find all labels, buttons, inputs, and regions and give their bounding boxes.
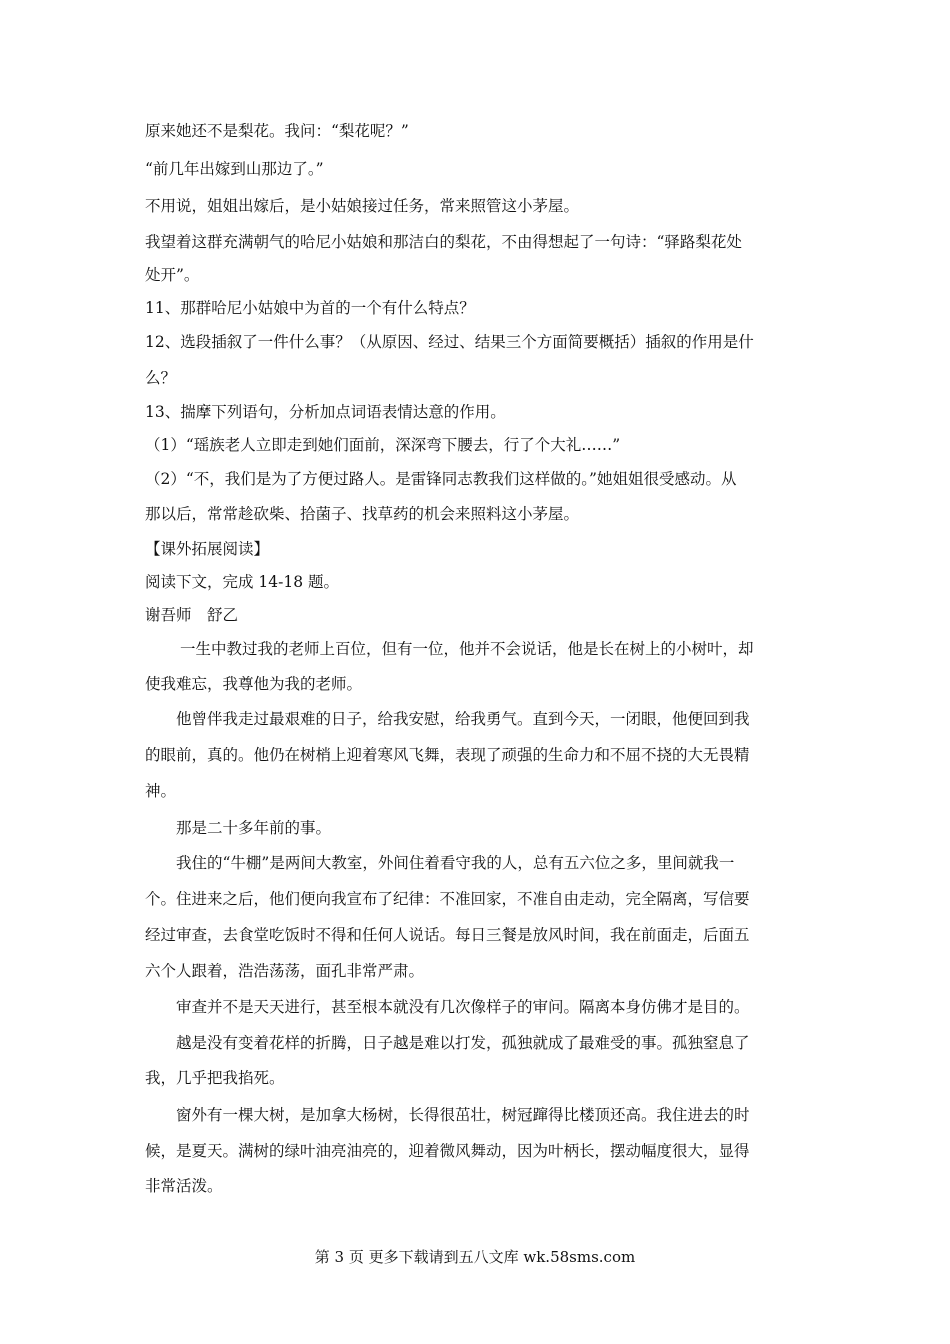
text-line: 原来她还不是梨花。我问：“梨花呢？” <box>145 122 409 140</box>
article-title: 谢吾师 舒乙 <box>145 606 239 624</box>
text-line: “前几年出嫁到山那边了。” <box>145 160 324 178</box>
question-11: 11、那群哈尼小姑娘中为首的一个有什么特点？ <box>145 299 475 317</box>
text-line: 么？ <box>145 369 177 387</box>
text-line: 个。住进来之后，他们便向我宣布了纪律：不准回家，不准自由走动，完全隔离，写信要 <box>145 890 750 908</box>
text-line: 窗外有一棵大树，是加拿大杨树，长得很茁壮，树冠蹿得比楼顶还高。我住进去的时 <box>176 1106 750 1124</box>
text-line: 我望着这群充满朝气的哈尼小姑娘和那洁白的梨花，不由得想起了一句诗：“驿路梨花处 <box>145 233 742 251</box>
text-line: （1）“瑶族老人立即走到她们面前，深深弯下腰去，行了个大礼……” <box>145 436 621 454</box>
text-line: 审查并不是天天进行，甚至根本就没有几次像样子的审问。隔离本身仿佛才是目的。 <box>176 998 750 1016</box>
text-line: 经过审查，去食堂吃饭时不得和任何人说话。每日三餐是放风时间，我在前面走，后面五 <box>145 926 750 944</box>
text-line: 那是二十多年前的事。 <box>176 819 332 837</box>
text-line: 候，是夏天。满树的绿叶油亮油亮的，迎着微风舞动，因为叶柄长，摆动幅度很大，显得 <box>145 1142 750 1160</box>
question-12: 12、选段插叙了一件什么事？（从原因、经过、结果三个方面简要概括）插叙的作用是什 <box>145 333 754 351</box>
text-line: 使我难忘，我尊他为我的老师。 <box>145 675 363 693</box>
text-line: 六个人跟着，浩浩荡荡，面孔非常严肃。 <box>145 962 425 980</box>
text-line: （2）“不，我们是为了方便过路人。是雷锋同志教我们这样做的。”她姐姐很受感动。从 <box>145 470 737 488</box>
section-heading: 【课外拓展阅读】 <box>145 540 270 558</box>
text-line: 越是没有变着花样的折腾，日子越是难以打发，孤独就成了最难受的事。孤独窒息了 <box>176 1034 750 1052</box>
text-line: 那以后，常常趁砍柴、拾菌子、找草药的机会来照料这小茅屋。 <box>145 505 580 523</box>
page-footer: 第 3 页 更多下载请到五八文库 wk.58sms.com <box>314 1248 636 1266</box>
text-line: 一生中教过我的老师上百位，但有一位，他并不会说话，他是长在树上的小树叶，却 <box>180 640 754 658</box>
text-line: 不用说，姐姐出嫁后，是小姑娘接过任务，常来照管这小茅屋。 <box>145 197 580 215</box>
text-line: 我，几乎把我掐死。 <box>145 1069 285 1087</box>
text-line: 的眼前，真的。他仍在树梢上迎着寒风飞舞，表现了顽强的生命力和不屈不挠的大无畏精 <box>145 746 750 764</box>
text-line: 阅读下文，完成 14-18 题。 <box>145 573 340 591</box>
text-line: 神。 <box>145 782 177 800</box>
text-line: 他曾伴我走过最艰难的日子，给我安慰，给我勇气。直到今天，一闭眼，他便回到我 <box>176 710 750 728</box>
question-13: 13、揣摩下列语句，分析加点词语表情达意的作用。 <box>145 403 506 421</box>
text-line: 处开”。 <box>145 266 200 284</box>
text-line: 非常活泼。 <box>145 1177 223 1195</box>
text-line: 我住的“牛棚”是两间大教室，外间住着看守我的人，总有五六位之多，里间就我一 <box>176 854 735 872</box>
